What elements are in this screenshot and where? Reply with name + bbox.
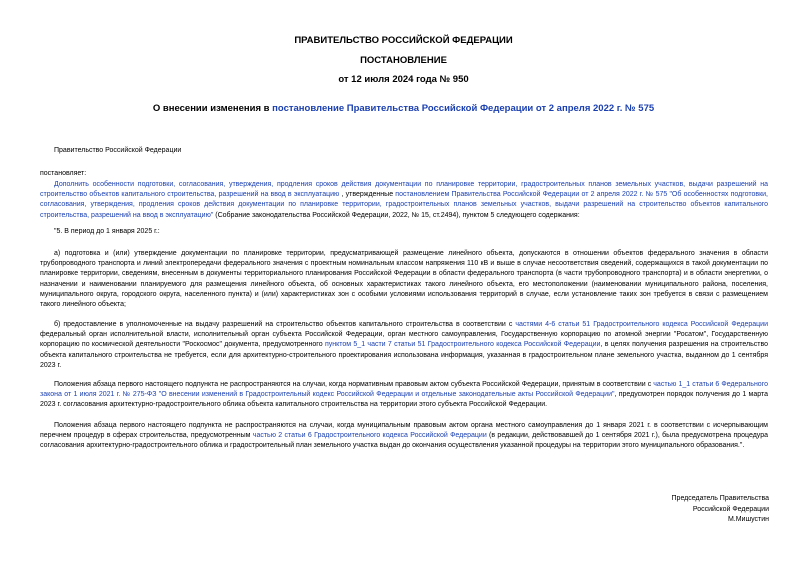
- header-org: ПРАВИТЕЛЬСТВО РОССИЙСКОЙ ФЕДЕРАЦИИ: [294, 35, 513, 46]
- signature-country: Российской Федерации: [692, 505, 769, 513]
- p4-text-3: , в целях получения разрешения на строительство объекта капитального строительства не требуется, если для архитектурно-строительного проектирования использована информация, указанная в градостроительном плане земельного участка, выданном до 1 сентября 2023 г.: [40, 341, 768, 369]
- header-doc-type: ПОСТАНОВЛЕНИЕ: [360, 55, 447, 66]
- p1-text-2: (Собрание законодательства Российской Федерации, 2022, № 15, ст.2494), пунктом 5 следующего содержания:: [213, 211, 580, 219]
- p4-text-1: б) предоставление в уполномоченные на выдачу разрешений на строительство объектов капитального строительства в соответствии с: [54, 321, 516, 328]
- link-article-6[interactable]: частью 2 статьи 6 Градостроительного кодекса Российской Федерации: [252, 432, 487, 440]
- p6-text-2: (в редакции, действовавшей до 1 сентября 2021 г.), была предусмотрена процедура согласования архитектурно-градостроительного облика и градостроительный план земельного участка выдан до окончания осуществления указанной процедуры на территории этого муниципального образования.".: [40, 432, 768, 450]
- paragraph-5: [40, 380, 768, 411]
- paragraph-1: [40, 180, 768, 221]
- p6-text-1: Положения абзаца первого настоящего подпункта не распространяются на случаи, когда муниципальным правовым актом органа местного самоуправления до 1 января 2021 г. в соответствии с исчерпывающим перечнем процедур в сферах строительства, предусмотренным: [40, 422, 768, 440]
- link-decree-575[interactable]: постановлением Правительства Российской Федерации от 2 апреля 2022 г. № 575 "Об особенностях подготовки, согласования, утверждения, продления сроков действия документации по планировке территории, градостроительных планов земельных участков, выдачи разрешений на строительство объектов капитального строительства, разрешений на ввод в эксплуатацию": [40, 191, 769, 219]
- title-prefix: О внесении изменения в: [152, 103, 273, 114]
- decree-word: постановляет:: [40, 170, 87, 177]
- signature-name: М.Мишустин: [727, 516, 769, 524]
- document-title: [0, 103, 807, 114]
- header-date-number: от 12 июля 2024 года № 950: [338, 74, 469, 85]
- paragraph-6: [40, 421, 768, 452]
- intro-text: Правительство Российской Федерации: [54, 147, 182, 154]
- p4-text-2: федеральный орган исполнительной власти, исполнительный орган субъекта Российской Федерации, орган местного самоуправления, Государственную корпорацию по атомной энергии "Росатом", Государственную корпорацию по космической деятельности "Роскосмос" документа, предусмотренного: [40, 331, 768, 349]
- p1-text-1: , утвержденные: [339, 191, 396, 199]
- paragraph-3: а) подготовка и (или) утверждение документации по планировке территории, предусматривающей размещение линейного объекта, допускаются в отношении объектов федерального значения в области трубопроводного транспорта и линий электропередачи федерального значения с проектным номинальным классом напряжения 110 кВ и выше в случае несоответствия сведений, содержащихся в такой документации по планировке территории, сведениям, внесенным в документы территориального планирования Российской Федерации в области федерального транспорта (в части трубопроводного транспорта) и в области энергетики, о назначении и наименовании планируемого для размещения линейного объекта, об основных характеристиках такого линейного объекта, его местоположении (наименовании муниципального района, поселения, муниципального округа, городского округа, населенного пункта) и (или) характеристиках зон с особыми условиями использования территорий в случае, если установление таких зон требуется в связи с размещением такого линейного объекта;: [40, 250, 768, 309]
- link-law-275[interactable]: частью 1_1 статьи 6 Федерального закона от 1 июля 2021 г. № 275-ФЗ "О внесении изменений в Градостроительный кодекс Российской Федерации и отдельные законодательные акты Российской Федерации": [40, 381, 768, 399]
- link-point-5-1[interactable]: пунктом 5_1 части 7 статьи 51 Градостроительного кодекса Российской Федерации: [324, 341, 601, 349]
- signature-block: [672, 494, 769, 526]
- title-link[interactable]: постановление Правительства Российской Федерации от 2 апреля 2022 г. № 575: [272, 103, 655, 114]
- p5-text-1: Положения абзаца первого настоящего подпункта не распространяются на случаи, когда нормативным правовым актом субъекта Российской Федерации, принятым в соответствии с: [54, 381, 654, 388]
- link-parts-4-6[interactable]: частями 4-6 статьи 51 Градостроительного кодекса Российской Федерации: [515, 321, 768, 328]
- paragraph-2: "5. В период до 1 января 2025 г.:: [54, 228, 160, 235]
- signature-position: Председатель Правительства: [671, 495, 769, 502]
- link-features[interactable]: Дополнить особенности подготовки, согласования, утверждения, продления сроков действия документации по планировке территории, градостроительных планов земельных участков, выдачи разрешений на строительство объектов капитального строительства, разрешений на ввод в эксплуатацию: [40, 181, 768, 199]
- p5-text-2: , предусмотрен порядок получения до 1 марта 2023 г. согласования архитектурно-градостроительного облика объекта капитального строительства на территории этого субъекта Российской Федерации.: [40, 391, 768, 409]
- paragraph-4: [40, 320, 768, 371]
